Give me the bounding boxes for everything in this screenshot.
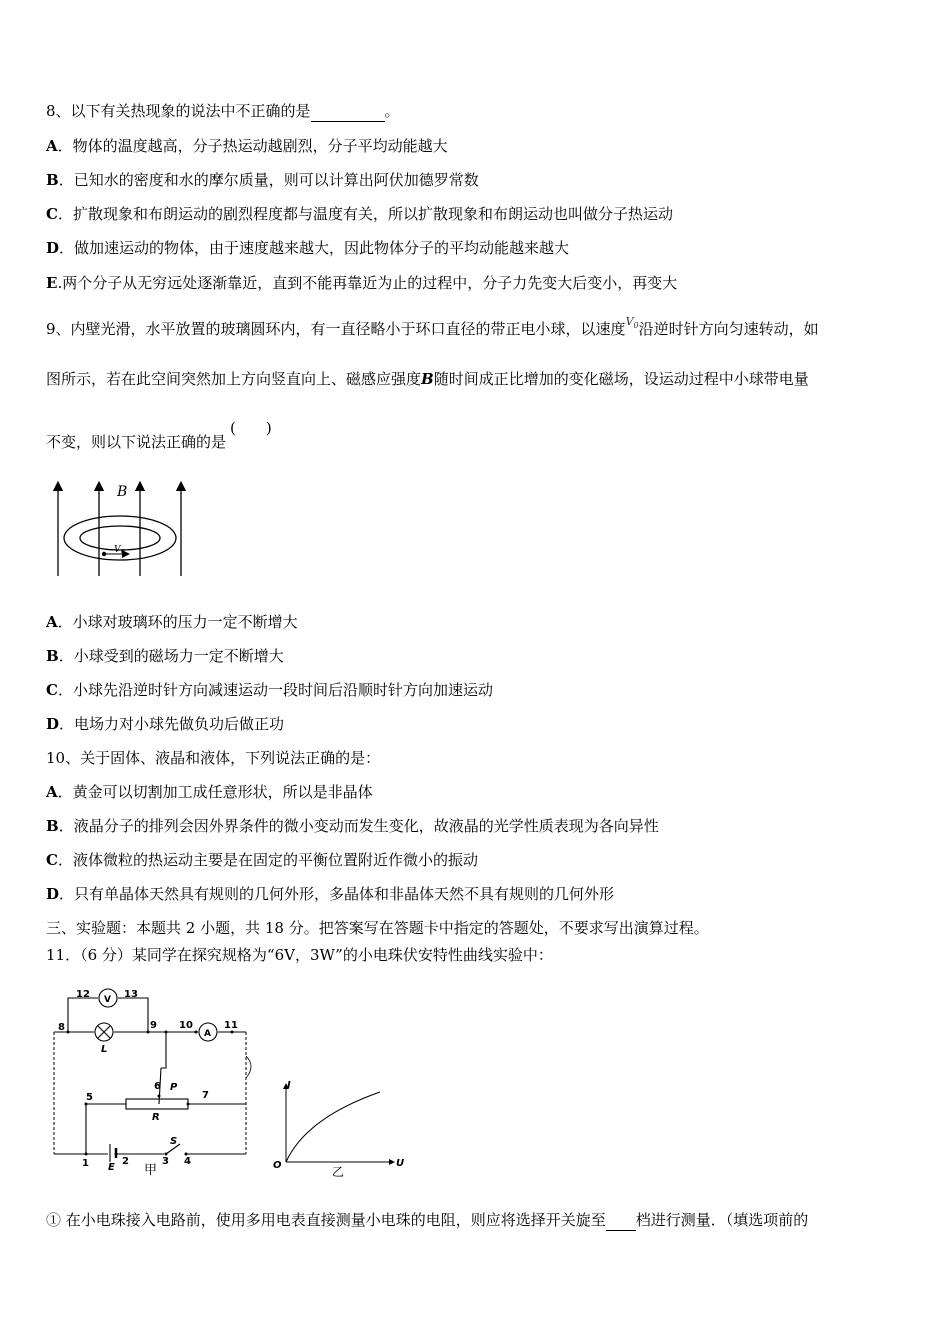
- section-3-heading: 三、实验题：本题共 2 小题，共 18 分。把答案写在答题卡中指定的答题处，不要求写出演算过程。: [46, 919, 709, 937]
- node-10: 10: [179, 1020, 193, 1031]
- q9-v0-symbol: V0: [625, 315, 639, 331]
- ammeter-label: A: [204, 1029, 211, 1039]
- q8-answer-blank[interactable]: [311, 101, 385, 122]
- origin-label: O: [273, 1160, 282, 1171]
- q8-option-d[interactable]: D．做加速运动的物体，由于速度越来越大，因此物体分子的平均动能越来越大: [46, 239, 570, 257]
- u-axis-label: U: [396, 1158, 405, 1169]
- q9-ring-figure: [44, 478, 194, 580]
- q9-stem-line2: 图所示，若在此空间突然加上方向竖直向上、磁感应强度B随时间成正比增加的变化磁场，设运动过程中小球带电量: [46, 370, 809, 388]
- iu-curve: [286, 1092, 380, 1162]
- b-field-label: B: [117, 484, 128, 500]
- q9-option-a[interactable]: A．小球对玻璃环的压力一定不断增大: [46, 613, 298, 631]
- node-3: 3: [162, 1156, 169, 1167]
- circuit-caption: 甲: [144, 1163, 158, 1178]
- q9-stem-line3: 不变，则以下说法正确的是( ): [46, 419, 272, 451]
- node-5: 5: [86, 1092, 93, 1103]
- q9-option-d[interactable]: D．电场力对小球先做负功后做正功: [46, 715, 285, 733]
- q11-part1-blank[interactable]: [606, 1210, 636, 1231]
- slider-label: P: [170, 1082, 178, 1093]
- q10-option-d[interactable]: D．只有单晶体天然具有规则的几何外形，多晶体和非晶体天然不具有规则的几何外形: [46, 885, 615, 903]
- node-11: 11: [224, 1020, 238, 1031]
- node-6: 6: [154, 1081, 161, 1092]
- battery-label: E: [108, 1162, 115, 1173]
- node-13: 13: [124, 989, 138, 1000]
- q9-option-b[interactable]: B．小球受到的磁场力一定不断增大: [46, 647, 284, 665]
- circuit-diagram: [46, 986, 268, 1178]
- node-1: 1: [82, 1158, 89, 1169]
- graph-caption: 乙: [332, 1165, 345, 1179]
- q10-option-c[interactable]: C．液体微粒的热运动主要是在固定的平衡位置附近作微小的振动: [46, 851, 478, 869]
- q11-stem: 11．（6 分）某同学在探究规格为“6V，3W”的小电珠伏安特性曲线实验中：: [46, 946, 553, 964]
- q8-option-b[interactable]: B．已知水的密度和水的摩尔质量，则可以计算出阿伏加德罗常数: [46, 171, 479, 189]
- rheostat: [126, 1099, 188, 1109]
- q9-option-c[interactable]: C．小球先沿逆时针方向减速运动一段时间后沿顺时针方向加速运动: [46, 681, 493, 699]
- q8-stem: 8、以下有关热现象的说法中不正确的是 。: [46, 102, 400, 120]
- iu-graph: [270, 1078, 410, 1178]
- velocity-subscript: 0: [121, 549, 125, 556]
- node-9: 9: [150, 1020, 157, 1031]
- switch-label: S: [170, 1136, 178, 1147]
- q8-option-c[interactable]: C．扩散现象和布朗运动的剧烈程度都与温度有关，所以扩散现象和布朗运动也叫做分子热运动: [46, 205, 673, 223]
- q8-option-a[interactable]: A．物体的温度越高，分子热运动越剧烈，分子平均动能越大: [46, 137, 448, 155]
- q11-part1: ① 在小电珠接入电路前，使用多用电表直接测量小电珠的电阻，则应将选择开关旋至 档进行测量．（填选项前的: [46, 1211, 809, 1229]
- node-4: 4: [184, 1156, 191, 1167]
- node-7: 7: [202, 1090, 209, 1101]
- q9-answer-paren[interactable]: ( ): [230, 419, 272, 437]
- rheostat-label: R: [152, 1112, 160, 1123]
- i-axis-label: I: [287, 1080, 291, 1091]
- q9-stem-line1: 9、内壁光滑，水平放置的玻璃圆环内，有一直径略小于环口直径的带正电小球，以速度$^{V_0}$沿逆时针方向匀速转动，如: [46, 315, 819, 338]
- q10-option-b[interactable]: B．液晶分子的排列会因外界条件的微小变动而发生变化，故液晶的光学性质表现为各向异性: [46, 817, 659, 835]
- q10-stem: 10、关于固体、液晶和液体，下列说法正确的是：: [46, 749, 381, 767]
- velocity-label: V: [114, 545, 121, 555]
- q10-option-a[interactable]: A．黄金可以切割加工成任意形状，所以是非晶体: [46, 783, 373, 801]
- node-2: 2: [122, 1156, 129, 1167]
- node-8: 8: [58, 1022, 65, 1033]
- node-12: 12: [76, 989, 90, 1000]
- voltmeter-label: V: [104, 995, 111, 1005]
- q8-option-e[interactable]: E.两个分子从无穷远处逐渐靠近，直到不能再靠近为止的过程中，分子力先变大后变小，再变大: [46, 274, 678, 292]
- lamp-label: L: [101, 1044, 108, 1055]
